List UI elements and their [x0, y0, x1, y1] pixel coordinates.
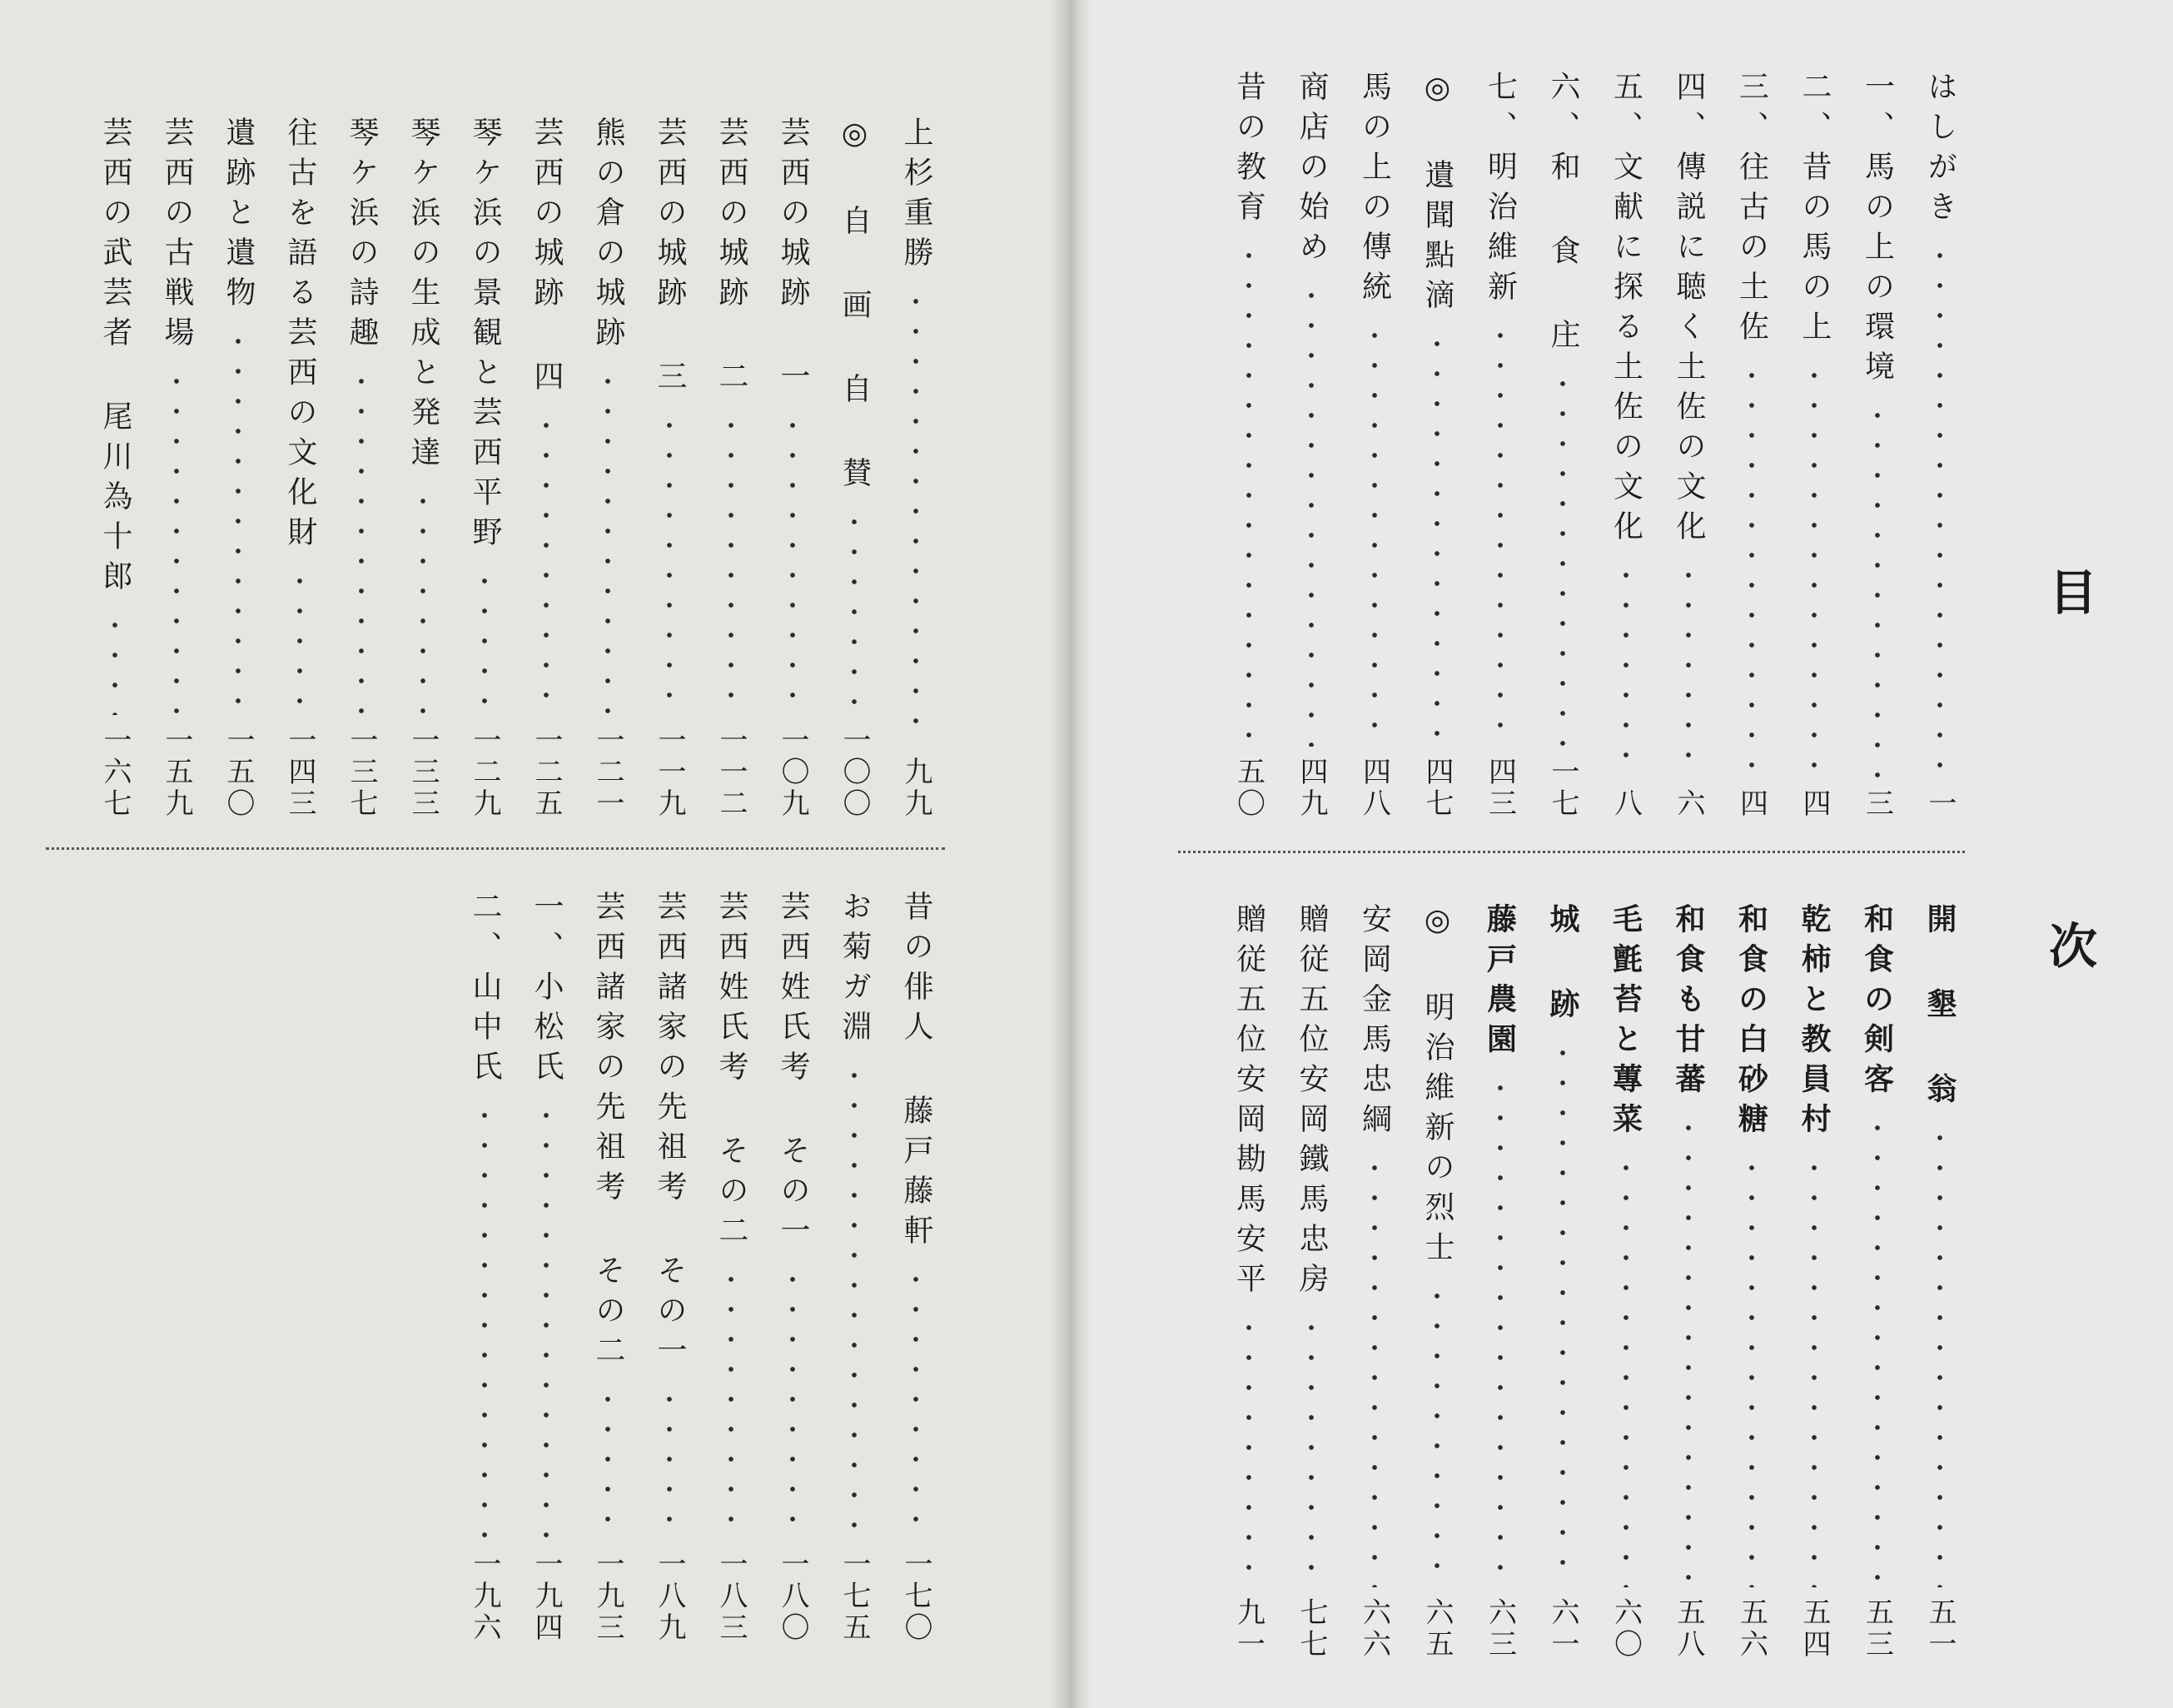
toc-entry: [336, 117, 387, 820]
dot-leader: [1685, 560, 1692, 778]
toc-page-number: 四: [1734, 788, 1768, 820]
toc-entry: [1914, 71, 1966, 820]
toc-page-number: 四: [1798, 788, 1831, 820]
dot-leader: [543, 1100, 549, 1539]
dot-leader: [1371, 320, 1378, 747]
toc-entry-title: 三、往古の土佐: [1734, 71, 1769, 350]
toc-page-number: 一二五: [530, 725, 563, 820]
toc-entry: [274, 117, 326, 820]
toc-entry-title: ◎ 明治維新の烈士: [1420, 903, 1454, 1271]
toc-entry-title: 琴ケ浜の詩趣: [345, 117, 379, 356]
toc-entry-title: 乾柿と教員村: [1797, 903, 1832, 1143]
dot-leader: [1811, 1153, 1817, 1587]
toc-entry: [644, 891, 695, 1644]
toc-entry-title: 四、傳説に聴く土佐の文化: [1672, 71, 1706, 550]
toc-entry-title: 六、和 食 庄: [1546, 71, 1580, 359]
toc-heading-ji: 次: [2048, 918, 2097, 975]
toc-page-number: 五四: [1798, 1597, 1831, 1661]
toc-entry: [890, 891, 942, 1644]
toc-entry-title: 芸西姓氏考 その一: [776, 891, 810, 1254]
dot-leader: [1497, 1073, 1504, 1587]
toc-page-number: 四三: [1483, 757, 1517, 820]
toc-entry: [828, 891, 880, 1644]
toc-page-number: 九九: [899, 757, 932, 820]
dot-leader: [789, 410, 796, 715]
toc-entry: [1349, 903, 1400, 1661]
dot-leader: [1559, 369, 1566, 747]
toc-entry: [1663, 71, 1714, 820]
toc-entry: [1726, 903, 1778, 1661]
toc-entry-title: 芸西の城跡 一: [776, 117, 810, 400]
toc-page-number: 六: [1672, 788, 1705, 820]
dot-leader: [1748, 1153, 1755, 1587]
toc-page-number: 一七: [1546, 757, 1579, 820]
toc-entry: [1349, 71, 1400, 820]
toc-entry-title: 芸西諸家の先祖考 その一: [653, 891, 687, 1374]
dot-leader: [543, 410, 549, 715]
toc-page-number: 五六: [1734, 1597, 1768, 1661]
toc-entry-title: 往古を語る芸西の文化財: [283, 117, 317, 556]
toc-entry-title: 贈従五位安岡勘馬安平: [1231, 903, 1266, 1303]
toc-entry: [1852, 903, 1903, 1661]
dot-leader: [1308, 1313, 1315, 1587]
dot-leader: [728, 1264, 734, 1539]
toc-entry: [1223, 903, 1275, 1661]
toc-entry: [1285, 71, 1337, 820]
toc-page-number: 一二九: [468, 725, 501, 820]
toc-entry-title: 遺跡と遺物: [221, 117, 256, 316]
toc-page-number: 六六: [1357, 1597, 1391, 1661]
right-section-divider: [1178, 851, 1965, 853]
toc-page-number: 一〇九: [776, 725, 809, 820]
toc-entry: [1537, 71, 1589, 820]
dot-leader: [1811, 360, 1817, 778]
toc-page-number: 五八: [1672, 1597, 1705, 1661]
toc-entry-title: 和食も甘蕃: [1671, 903, 1706, 1103]
toc-entry: [1914, 903, 1966, 1661]
toc-entry-title: ◎ 遺聞點滴: [1420, 71, 1454, 319]
toc-entry: [1411, 903, 1463, 1661]
toc-entry-title: 昔の俳人 藤戸藤軒: [899, 891, 933, 1254]
toc-entry-title: お菊ガ淵: [838, 891, 872, 1050]
toc-entry-title: 開 墾 翁: [1922, 903, 1957, 1113]
dot-leader: [1246, 241, 1252, 747]
dot-leader: [1371, 1153, 1378, 1587]
toc-entry-title: 馬の上の傳統: [1357, 71, 1392, 310]
dot-leader: [173, 366, 180, 715]
toc-entry-title: 商店の始め: [1295, 71, 1329, 271]
dot-leader: [604, 366, 611, 715]
dot-leader: [1874, 400, 1881, 778]
toc-entry-title: 一、馬の上の環境: [1860, 71, 1895, 390]
toc-entry-title: 和食の剣客: [1859, 903, 1895, 1103]
toc-entry-title: 城 跡: [1545, 903, 1580, 1028]
toc-page-number: 一五〇: [221, 725, 255, 820]
toc-page-number: 一八九: [653, 1549, 686, 1644]
dot-leader: [235, 326, 241, 715]
dot-leader: [1497, 320, 1504, 747]
toc-page-number: 一七〇: [899, 1549, 932, 1644]
toc-page-number: 六一: [1546, 1597, 1579, 1661]
toc-entry: [582, 117, 634, 820]
toc-page-number: 一九四: [530, 1549, 563, 1644]
toc-entry-title: ◎ 自 画 自 賛: [838, 117, 872, 497]
toc-page-number: 一三七: [345, 725, 378, 820]
toc-entry: [1223, 71, 1275, 820]
toc-entry-title: 贈従五位安岡鐵馬忠房: [1295, 903, 1329, 1303]
toc-page-number: 一六七: [98, 725, 132, 820]
toc-entry-title: 熊の倉の城跡: [591, 117, 625, 356]
toc-entry-title: 五、文献に探る土佐の文化: [1609, 71, 1643, 550]
toc-entry: [705, 891, 757, 1644]
dot-leader: [1434, 1281, 1440, 1587]
book-gutter: [1049, 0, 1091, 1708]
toc-entry-title: 二、昔の馬の上: [1798, 71, 1832, 350]
toc-entry-title: 芸西の古戦場: [160, 117, 194, 356]
toc-entry-title: 七、明治維新: [1483, 71, 1518, 310]
toc-entry: [1600, 903, 1652, 1661]
toc-page-number: 一: [1923, 788, 1957, 820]
toc-page-number: 一一九: [653, 725, 686, 820]
toc-page-number: 六五: [1420, 1597, 1454, 1661]
toc-entry-title: 和食の白砂糖: [1733, 903, 1769, 1143]
toc-entry: [459, 117, 510, 820]
dot-leader: [1434, 329, 1440, 747]
toc-entry: [767, 891, 818, 1644]
toc-page-number: 四九: [1295, 757, 1328, 820]
toc-page-number: 一二一: [591, 725, 624, 820]
toc-entry-title: 芸西の武芸者 尾川為十郎: [98, 117, 132, 600]
toc-entry-title: 芸西の城跡 二: [714, 117, 748, 400]
toc-page-number: 一三三: [406, 725, 440, 820]
dot-leader: [1937, 1123, 1943, 1587]
toc-entry-title: 芸西の城跡 四: [530, 117, 564, 400]
left-section-divider: [46, 847, 945, 850]
toc-entry-title: 琴ケ浜の景観と芸西平野: [468, 117, 502, 556]
toc-page-number: 一九三: [591, 1549, 624, 1644]
toc-entry: [767, 117, 818, 820]
dot-leader: [112, 610, 118, 715]
dot-leader: [1308, 281, 1315, 747]
toc-entry: [397, 117, 449, 820]
dot-leader: [1559, 1038, 1566, 1587]
toc-entry: [705, 117, 757, 820]
toc-entry: [1600, 71, 1652, 820]
dot-leader: [481, 1100, 488, 1539]
toc-page-number: 六〇: [1609, 1597, 1643, 1661]
dot-leader: [851, 1060, 858, 1539]
dot-leader: [1685, 1113, 1692, 1587]
toc-page-number: 六三: [1483, 1597, 1517, 1661]
toc-entry: [459, 891, 510, 1644]
dot-leader: [666, 410, 673, 715]
toc-page-number: 一七五: [838, 1549, 871, 1644]
dot-leader: [1748, 360, 1755, 778]
toc-entry-title: 二、山中氏: [468, 891, 502, 1090]
toc-entry: [1411, 71, 1463, 820]
toc-entry-title: はしがき: [1923, 71, 1957, 231]
toc-entry-title: 芸西姓氏考 その二: [714, 891, 748, 1254]
toc-heading-moku: 目: [2048, 564, 2097, 621]
toc-page-number: 九一: [1231, 1597, 1266, 1661]
toc-entry-title: 安岡金馬忠綱: [1357, 903, 1392, 1143]
dot-leader: [851, 507, 858, 715]
dot-leader: [789, 1264, 796, 1539]
toc-entry: [520, 891, 572, 1644]
toc-page-number: 三: [1860, 788, 1894, 820]
dot-leader: [1246, 1313, 1252, 1587]
toc-entry: [1852, 71, 1903, 820]
toc-page-number: 一八〇: [776, 1549, 809, 1644]
toc-entry: [89, 117, 141, 820]
dot-leader: [912, 1264, 919, 1539]
toc-page-number: 一一二: [714, 725, 748, 820]
toc-entry: [1726, 71, 1778, 820]
dot-leader: [1623, 560, 1629, 778]
toc-entry: [828, 117, 880, 820]
toc-page-number: 一九六: [468, 1549, 501, 1644]
toc-entry: [890, 117, 942, 820]
toc-entry-title: 琴ケ浜の生成と発達: [406, 117, 440, 476]
dot-leader: [1937, 241, 1943, 778]
toc-entry: [1474, 903, 1526, 1661]
toc-page-number: 五〇: [1231, 757, 1266, 820]
toc-page-number: 四七: [1420, 757, 1454, 820]
dot-leader: [296, 566, 303, 715]
toc-page-number: 五三: [1860, 1597, 1894, 1661]
toc-page-number: 一四三: [283, 725, 316, 820]
toc-entry: [1788, 903, 1840, 1661]
toc-entry: [1285, 903, 1337, 1661]
toc-entry-title: 上杉重勝: [899, 117, 933, 276]
toc-page-number: 一〇〇: [838, 725, 871, 820]
toc-entry-title: 一、小松氏: [530, 891, 564, 1090]
dot-leader: [666, 1384, 673, 1539]
toc-entry: [1537, 903, 1589, 1661]
dot-leader: [420, 486, 426, 715]
dot-leader: [1623, 1153, 1629, 1587]
toc-entry: [1663, 903, 1714, 1661]
toc-entry-title: 藤戸農園: [1482, 903, 1518, 1063]
toc-entry: [1474, 71, 1526, 820]
dot-leader: [358, 366, 365, 715]
toc-entry: [212, 117, 264, 820]
toc-page-number: 八: [1609, 788, 1643, 820]
toc-page-number: 七七: [1295, 1597, 1328, 1661]
toc-page-number: 五一: [1923, 1597, 1957, 1661]
toc-entry: [151, 117, 202, 820]
toc-page-number: 四八: [1357, 757, 1391, 820]
toc-entry: [1788, 71, 1840, 820]
dot-leader: [728, 410, 734, 715]
toc-entry-title: 昔の教育: [1231, 71, 1266, 231]
toc-entry-title: 毛氈苔と蓴菜: [1608, 903, 1643, 1143]
dot-leader: [481, 566, 488, 715]
toc-entry: [582, 891, 634, 1644]
toc-entry: [520, 117, 572, 820]
toc-entry-title: 芸西の城跡 三: [653, 117, 687, 400]
toc-page-number: 一八三: [714, 1549, 748, 1644]
toc-page-number: 一五九: [160, 725, 193, 820]
toc-entry-title: 芸西諸家の先祖考 その二: [591, 891, 625, 1374]
dot-leader: [1874, 1113, 1881, 1587]
dot-leader: [912, 286, 919, 747]
dot-leader: [604, 1384, 611, 1539]
toc-entry: [644, 117, 695, 820]
